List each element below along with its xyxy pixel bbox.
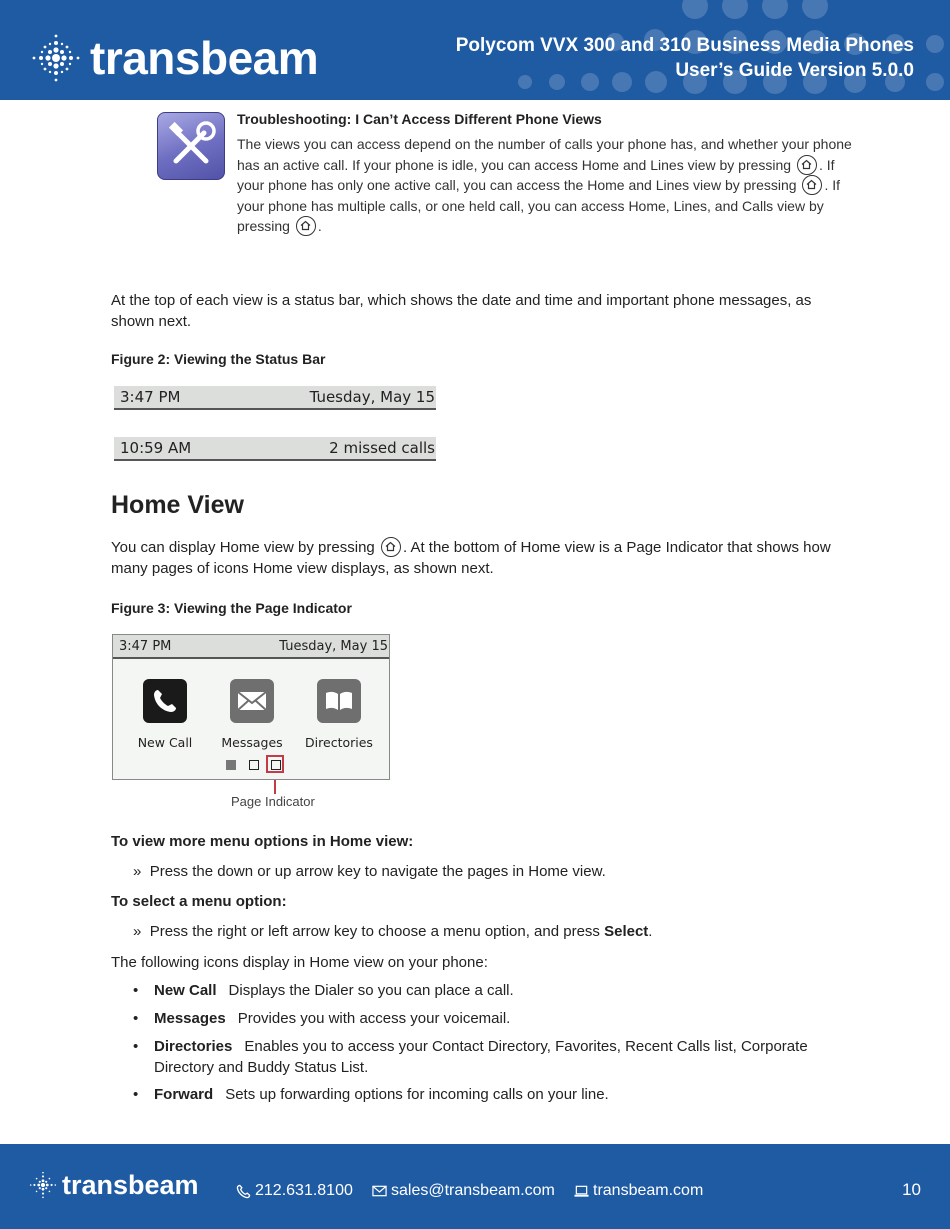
footer-phone — [236, 1182, 353, 1200]
footer-email-address: sales@transbeam.com — [391, 1182, 555, 1199]
envelope-icon — [372, 1185, 387, 1197]
footer-website-url: transbeam.com — [593, 1182, 704, 1199]
list-item-name: New Call — [154, 982, 217, 999]
starburst-logo-icon — [28, 30, 84, 86]
more-options-heading: To view more menu options in Home view: — [111, 833, 414, 850]
screen-time: 3:47 PM — [119, 638, 172, 654]
footer-email[interactable] — [372, 1182, 555, 1200]
starburst-logo-icon — [28, 1170, 58, 1200]
home-key-icon — [296, 216, 316, 236]
home-view-intro-part2: . At the bottom of Home view is a Page Indicator that shows how many pages of icons Home view displays, as shown next. — [111, 539, 831, 577]
figure2-caption: Figure 2: Viewing the Status Bar — [111, 351, 326, 367]
home-key-icon — [797, 155, 817, 175]
directories-app — [304, 679, 374, 750]
status-date: Tuesday, May 15 — [309, 388, 435, 406]
status-bar-example-2 — [114, 437, 436, 461]
app-label: Messages — [221, 735, 283, 750]
troubleshooting-text — [237, 134, 857, 237]
footer-phone-number: 212.631.8100 — [255, 1182, 353, 1199]
home-view-intro — [111, 537, 851, 579]
list-item-desc: Provides you with access your voicemail. — [237, 1010, 511, 1027]
list-item-desc: Enables you to access your Contact Directory, Favorites, Recent Calls list, Corporate Directory and Buddy Status List. — [154, 1038, 808, 1076]
list-item — [133, 1008, 843, 1029]
app-label: New Call — [137, 735, 193, 750]
list-item — [133, 1036, 843, 1078]
screen-status-bar — [113, 635, 389, 659]
list-item-desc: Displays the Dialer so you can place a call. — [228, 982, 514, 999]
step-text-end: . — [648, 923, 653, 940]
bullet-icon: • — [133, 982, 139, 999]
phone-icon — [236, 1184, 251, 1199]
icons-intro: The following icons display in Home view on your phone: — [111, 954, 488, 971]
page-indicator-label: Page Indicator — [231, 794, 315, 809]
app-label: Directories — [305, 735, 373, 750]
step-marker: » — [133, 863, 142, 880]
home-key-icon — [802, 175, 822, 195]
step-marker: » — [133, 923, 142, 940]
list-item-name: Forward — [154, 1086, 214, 1103]
footer-brand-name: transbeam — [62, 1169, 199, 1200]
select-option-step — [133, 923, 652, 940]
list-item — [133, 980, 843, 1001]
page-header — [0, 0, 950, 100]
transbeam-logo — [28, 30, 318, 86]
home-key-icon — [381, 537, 401, 557]
envelope-icon — [230, 679, 274, 723]
screen-date: Tuesday, May 15 — [279, 638, 388, 654]
more-options-step — [133, 863, 606, 880]
document-title-line2: User’s Guide Version 5.0.0 — [675, 60, 914, 81]
list-item-name: Directories — [154, 1038, 233, 1055]
page-indicator-callout-line — [274, 780, 276, 794]
home-view-intro-part1: You can display Home view by pressing — [111, 539, 375, 556]
troubleshooting-text-part1: The views you can access depend on the number of calls your phone has, and whether your phone has an active call. If your phone is idle, you can access Home and Lines view by pressing — [237, 136, 852, 173]
bullet-icon: • — [133, 1010, 139, 1027]
status-time: 10:59 AM — [120, 439, 192, 457]
select-option-heading: To select a menu option: — [111, 893, 287, 910]
troubleshooting-text-part3: . If your phone has multiple calls, or one held call, you can access Home, Lines, and Calls view by pressing — [237, 177, 840, 234]
footer-website[interactable] — [574, 1182, 703, 1200]
page-footer — [0, 1144, 950, 1229]
figure3-caption: Figure 3: Viewing the Page Indicator — [111, 600, 352, 616]
tools-icon — [157, 112, 225, 180]
page-dot-filled — [226, 760, 236, 770]
document-title-line1: Polycom VVX 300 and 310 Business Media Phones — [455, 35, 914, 56]
document-title — [456, 33, 914, 83]
bullet-icon: • — [133, 1086, 139, 1103]
phone-home-screen — [112, 634, 390, 780]
page-dot-empty — [249, 760, 259, 770]
brand-name: transbeam — [90, 32, 319, 84]
troubleshooting-text-part4: . — [317, 218, 322, 234]
list-item-desc: Sets up forwarding options for incoming calls on your line. — [225, 1086, 609, 1103]
status-bar-example-1 — [114, 386, 436, 410]
bullet-icon: • — [133, 1038, 139, 1055]
status-message: 2 missed calls — [329, 439, 435, 457]
messages-app — [217, 679, 287, 750]
troubleshooting-title: Troubleshooting: I Can’t Access Different Phone Views — [237, 111, 602, 127]
troubleshooting-text-part2: . If your phone has only one active call, you can access the Home and Lines view by pressing — [237, 156, 835, 193]
phone-handset-icon — [143, 679, 187, 723]
step-text: Press the right or left arrow key to choose a menu option, and press — [149, 923, 605, 940]
step-text: Press the down or up arrow key to navigate the pages in Home view. — [149, 863, 606, 880]
open-book-icon — [317, 679, 361, 723]
status-time: 3:47 PM — [120, 388, 181, 406]
laptop-icon — [574, 1185, 589, 1198]
select-key-name: Select — [604, 923, 649, 940]
home-view-heading: Home View — [111, 491, 244, 519]
list-item-name: Messages — [154, 1010, 226, 1027]
status-bar-intro: At the top of each view is a status bar, which shows the date and time and important phone messages, as shown next. — [111, 292, 812, 330]
list-item — [133, 1084, 843, 1105]
footer-logo — [28, 1170, 199, 1200]
page-number: 10 — [902, 1180, 921, 1199]
page-indicator-highlight — [266, 755, 284, 773]
new-call-app — [130, 679, 200, 750]
